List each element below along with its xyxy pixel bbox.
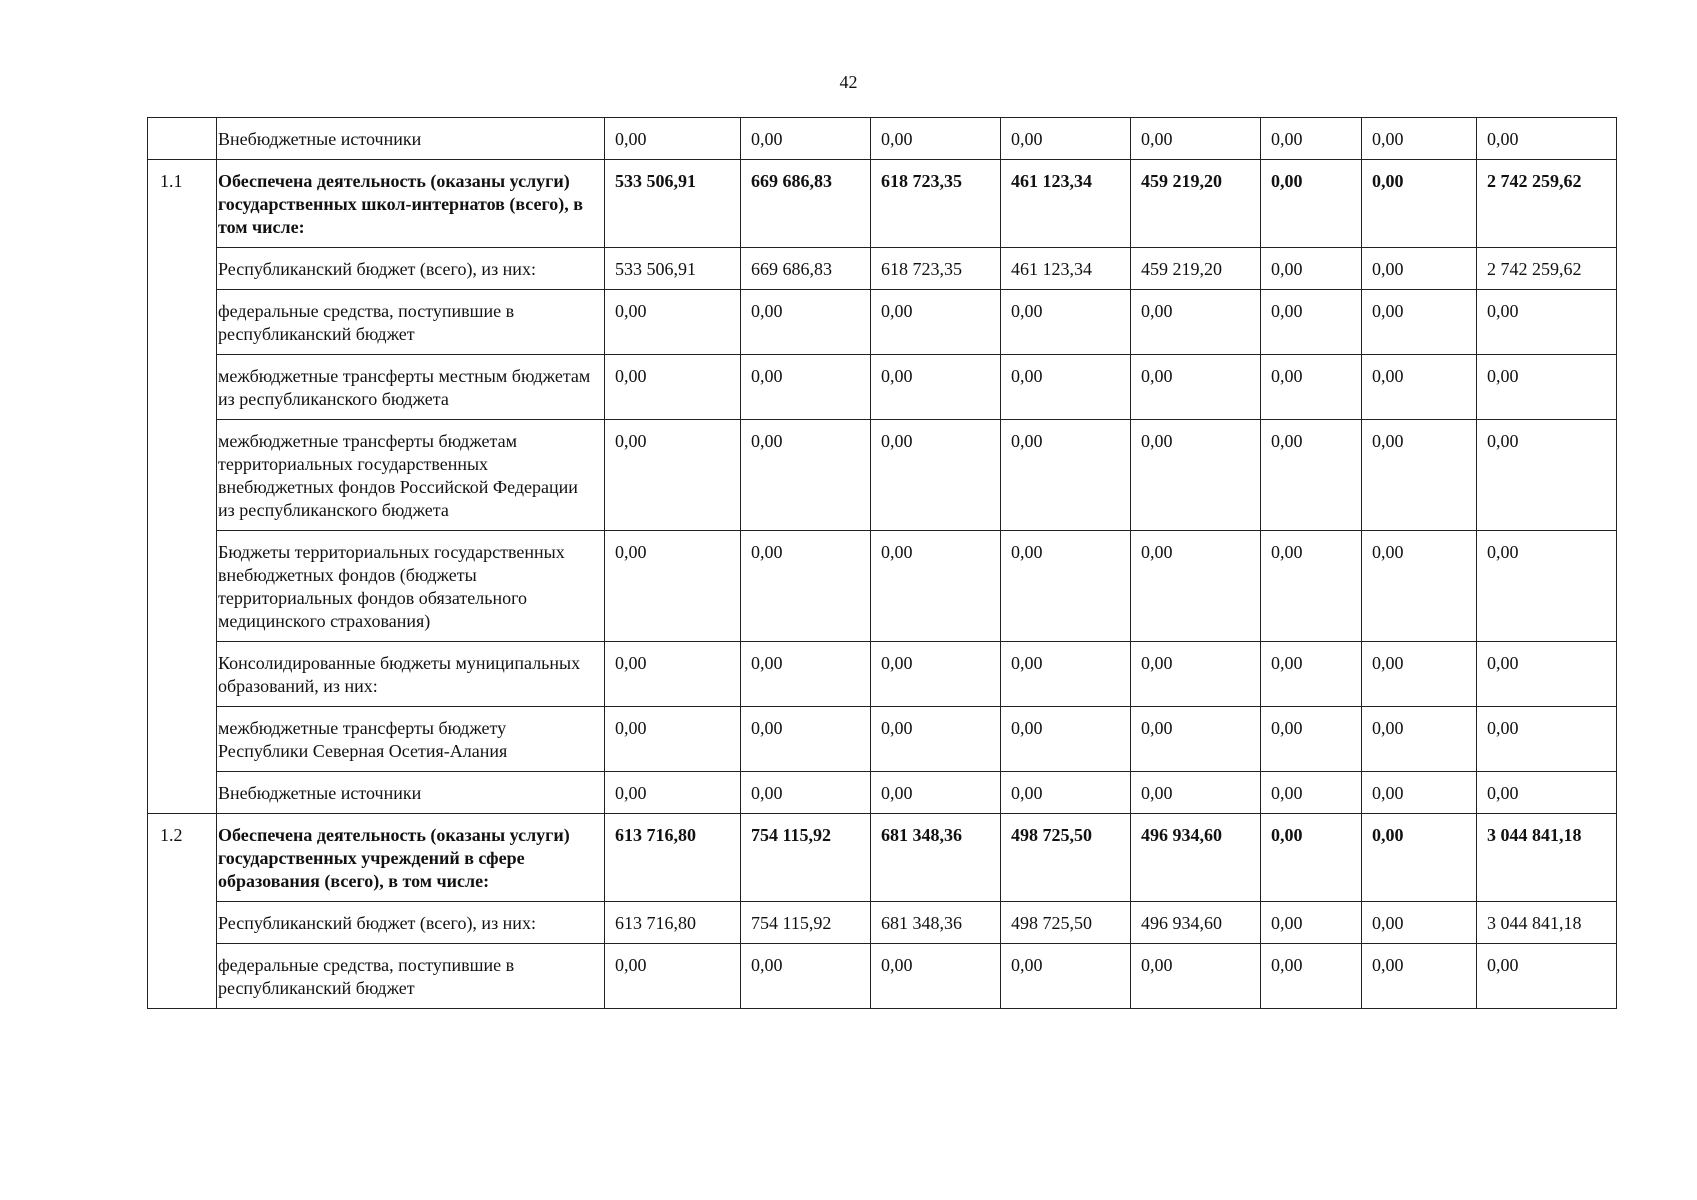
value-cell: 0,00 — [605, 355, 741, 420]
value-cell: 618 723,35 — [871, 160, 1001, 248]
value-cell: 0,00 — [1362, 531, 1477, 642]
value-cell: 461 123,34 — [1001, 248, 1131, 290]
value-cell: 0,00 — [1362, 902, 1477, 944]
value-cell: 533 506,91 — [605, 248, 741, 290]
table-row — [148, 531, 1617, 642]
value-cell: 0,00 — [1362, 160, 1477, 248]
value-cell: 0,00 — [1001, 944, 1131, 1009]
row-label: Обеспечена деятельность (оказаны услуги) государственных учреждений в сфере образования (всего), в том числе: — [217, 814, 605, 902]
value-cell: 0,00 — [871, 420, 1001, 531]
value-cell: 496 934,60 — [1131, 814, 1261, 902]
value-cell: 0,00 — [1261, 531, 1362, 642]
value-cell: 0,00 — [1131, 944, 1261, 1009]
row-index: 1.1 — [148, 160, 217, 248]
row-index — [148, 642, 217, 707]
value-cell: 0,00 — [1261, 772, 1362, 814]
value-cell: 0,00 — [605, 642, 741, 707]
value-cell: 459 219,20 — [1131, 160, 1261, 248]
value-cell: 0,00 — [741, 642, 871, 707]
value-cell: 459 219,20 — [1131, 248, 1261, 290]
value-cell: 0,00 — [1001, 118, 1131, 160]
value-cell: 618 723,35 — [871, 248, 1001, 290]
value-cell: 3 044 841,18 — [1477, 814, 1617, 902]
table-row — [148, 420, 1617, 531]
value-cell: 669 686,83 — [741, 248, 871, 290]
row-label: Консолидированные бюджеты муниципальных образований, из них: — [217, 642, 605, 707]
row-label: Бюджеты территориальных государственных внебюджетных фондов (бюджеты территориальных фондов обязательного медицинского страхования) — [217, 531, 605, 642]
budget-table — [147, 117, 1617, 1009]
value-cell: 0,00 — [871, 707, 1001, 772]
value-cell: 496 934,60 — [1131, 902, 1261, 944]
row-index — [148, 118, 217, 160]
value-cell: 0,00 — [1001, 642, 1131, 707]
value-cell: 0,00 — [1131, 420, 1261, 531]
value-cell: 0,00 — [1261, 420, 1362, 531]
row-label: Внебюджетные источники — [217, 118, 605, 160]
value-cell: 0,00 — [871, 118, 1001, 160]
value-cell: 0,00 — [1261, 355, 1362, 420]
table-row — [148, 355, 1617, 420]
row-label: Республиканский бюджет (всего), из них: — [217, 902, 605, 944]
value-cell: 669 686,83 — [741, 160, 871, 248]
value-cell: 0,00 — [1362, 118, 1477, 160]
value-cell: 0,00 — [1261, 248, 1362, 290]
value-cell: 0,00 — [605, 944, 741, 1009]
value-cell: 0,00 — [1131, 707, 1261, 772]
value-cell: 0,00 — [1261, 707, 1362, 772]
value-cell: 533 506,91 — [605, 160, 741, 248]
value-cell: 0,00 — [1001, 355, 1131, 420]
value-cell: 0,00 — [1001, 531, 1131, 642]
value-cell: 0,00 — [1261, 814, 1362, 902]
page-number: 42 — [839, 72, 858, 92]
value-cell: 0,00 — [1362, 290, 1477, 355]
value-cell: 498 725,50 — [1001, 902, 1131, 944]
value-cell: 0,00 — [1131, 355, 1261, 420]
row-index — [148, 290, 217, 355]
value-cell: 0,00 — [741, 290, 871, 355]
value-cell: 754 115,92 — [741, 902, 871, 944]
value-cell: 0,00 — [1261, 642, 1362, 707]
value-cell: 0,00 — [1131, 118, 1261, 160]
value-cell: 0,00 — [1362, 420, 1477, 531]
value-cell: 681 348,36 — [871, 902, 1001, 944]
value-cell: 681 348,36 — [871, 814, 1001, 902]
value-cell: 0,00 — [1477, 772, 1617, 814]
table-row — [148, 772, 1617, 814]
row-index — [148, 707, 217, 772]
row-index — [148, 531, 217, 642]
value-cell: 0,00 — [1131, 642, 1261, 707]
value-cell: 0,00 — [1261, 290, 1362, 355]
row-label: Внебюджетные источники — [217, 772, 605, 814]
value-cell: 0,00 — [1362, 707, 1477, 772]
value-cell: 0,00 — [1261, 902, 1362, 944]
table-row — [148, 814, 1617, 902]
value-cell: 0,00 — [1362, 814, 1477, 902]
value-cell: 0,00 — [871, 355, 1001, 420]
row-index — [148, 772, 217, 814]
table-row — [148, 707, 1617, 772]
value-cell: 613 716,80 — [605, 902, 741, 944]
value-cell: 0,00 — [741, 531, 871, 642]
row-label: Обеспечена деятельность (оказаны услуги) государственных школ-интернатов (всего), в том числе: — [217, 160, 605, 248]
value-cell: 754 115,92 — [741, 814, 871, 902]
value-cell: 0,00 — [871, 944, 1001, 1009]
value-cell: 0,00 — [1362, 248, 1477, 290]
row-index — [148, 944, 217, 1009]
value-cell: 0,00 — [1477, 290, 1617, 355]
value-cell: 0,00 — [605, 772, 741, 814]
value-cell: 0,00 — [1001, 707, 1131, 772]
table-row — [148, 118, 1617, 160]
value-cell: 0,00 — [1477, 355, 1617, 420]
value-cell: 0,00 — [605, 118, 741, 160]
value-cell: 0,00 — [741, 944, 871, 1009]
value-cell: 3 044 841,18 — [1477, 902, 1617, 944]
row-index — [148, 355, 217, 420]
value-cell: 498 725,50 — [1001, 814, 1131, 902]
table-row — [148, 642, 1617, 707]
value-cell: 0,00 — [1261, 118, 1362, 160]
row-label: федеральные средства, поступившие в республиканский бюджет — [217, 944, 605, 1009]
value-cell: 0,00 — [1362, 772, 1477, 814]
value-cell: 0,00 — [605, 420, 741, 531]
value-cell: 0,00 — [1131, 290, 1261, 355]
value-cell: 0,00 — [605, 290, 741, 355]
value-cell: 0,00 — [1131, 531, 1261, 642]
value-cell: 0,00 — [1477, 944, 1617, 1009]
value-cell: 0,00 — [1001, 772, 1131, 814]
table-row — [148, 290, 1617, 355]
value-cell: 0,00 — [1131, 772, 1261, 814]
value-cell: 0,00 — [1001, 420, 1131, 531]
value-cell: 0,00 — [1261, 944, 1362, 1009]
value-cell: 0,00 — [605, 707, 741, 772]
row-index — [148, 902, 217, 944]
value-cell: 0,00 — [1261, 160, 1362, 248]
table-row — [148, 944, 1617, 1009]
row-label: федеральные средства, поступившие в республиканский бюджет — [217, 290, 605, 355]
value-cell: 0,00 — [871, 290, 1001, 355]
value-cell: 613 716,80 — [605, 814, 741, 902]
row-index — [148, 248, 217, 290]
value-cell: 0,00 — [1477, 531, 1617, 642]
value-cell: 0,00 — [1001, 290, 1131, 355]
value-cell: 0,00 — [1477, 707, 1617, 772]
value-cell: 0,00 — [871, 531, 1001, 642]
value-cell: 0,00 — [1477, 420, 1617, 531]
row-label: межбюджетные трансферты местным бюджетам из республиканского бюджета — [217, 355, 605, 420]
row-index — [148, 420, 217, 531]
value-cell: 2 742 259,62 — [1477, 160, 1617, 248]
value-cell: 0,00 — [1477, 118, 1617, 160]
value-cell: 0,00 — [871, 772, 1001, 814]
row-label: Республиканский бюджет (всего), из них: — [217, 248, 605, 290]
value-cell: 0,00 — [605, 531, 741, 642]
value-cell: 0,00 — [1362, 355, 1477, 420]
value-cell: 0,00 — [741, 118, 871, 160]
value-cell: 0,00 — [871, 642, 1001, 707]
table-row — [148, 902, 1617, 944]
value-cell: 0,00 — [1362, 944, 1477, 1009]
value-cell: 2 742 259,62 — [1477, 248, 1617, 290]
value-cell: 0,00 — [1362, 642, 1477, 707]
table-row — [148, 248, 1617, 290]
value-cell: 0,00 — [1477, 642, 1617, 707]
table-row — [148, 160, 1617, 248]
row-label: межбюджетные трансферты бюджету Республики Северная Осетия-Алания — [217, 707, 605, 772]
row-index: 1.2 — [148, 814, 217, 902]
value-cell: 0,00 — [741, 420, 871, 531]
value-cell: 0,00 — [741, 707, 871, 772]
value-cell: 461 123,34 — [1001, 160, 1131, 248]
value-cell: 0,00 — [741, 355, 871, 420]
row-label: межбюджетные трансферты бюджетам территориальных государственных внебюджетных фондов Российской Федерации из республиканского бюджета — [217, 420, 605, 531]
value-cell: 0,00 — [741, 772, 871, 814]
